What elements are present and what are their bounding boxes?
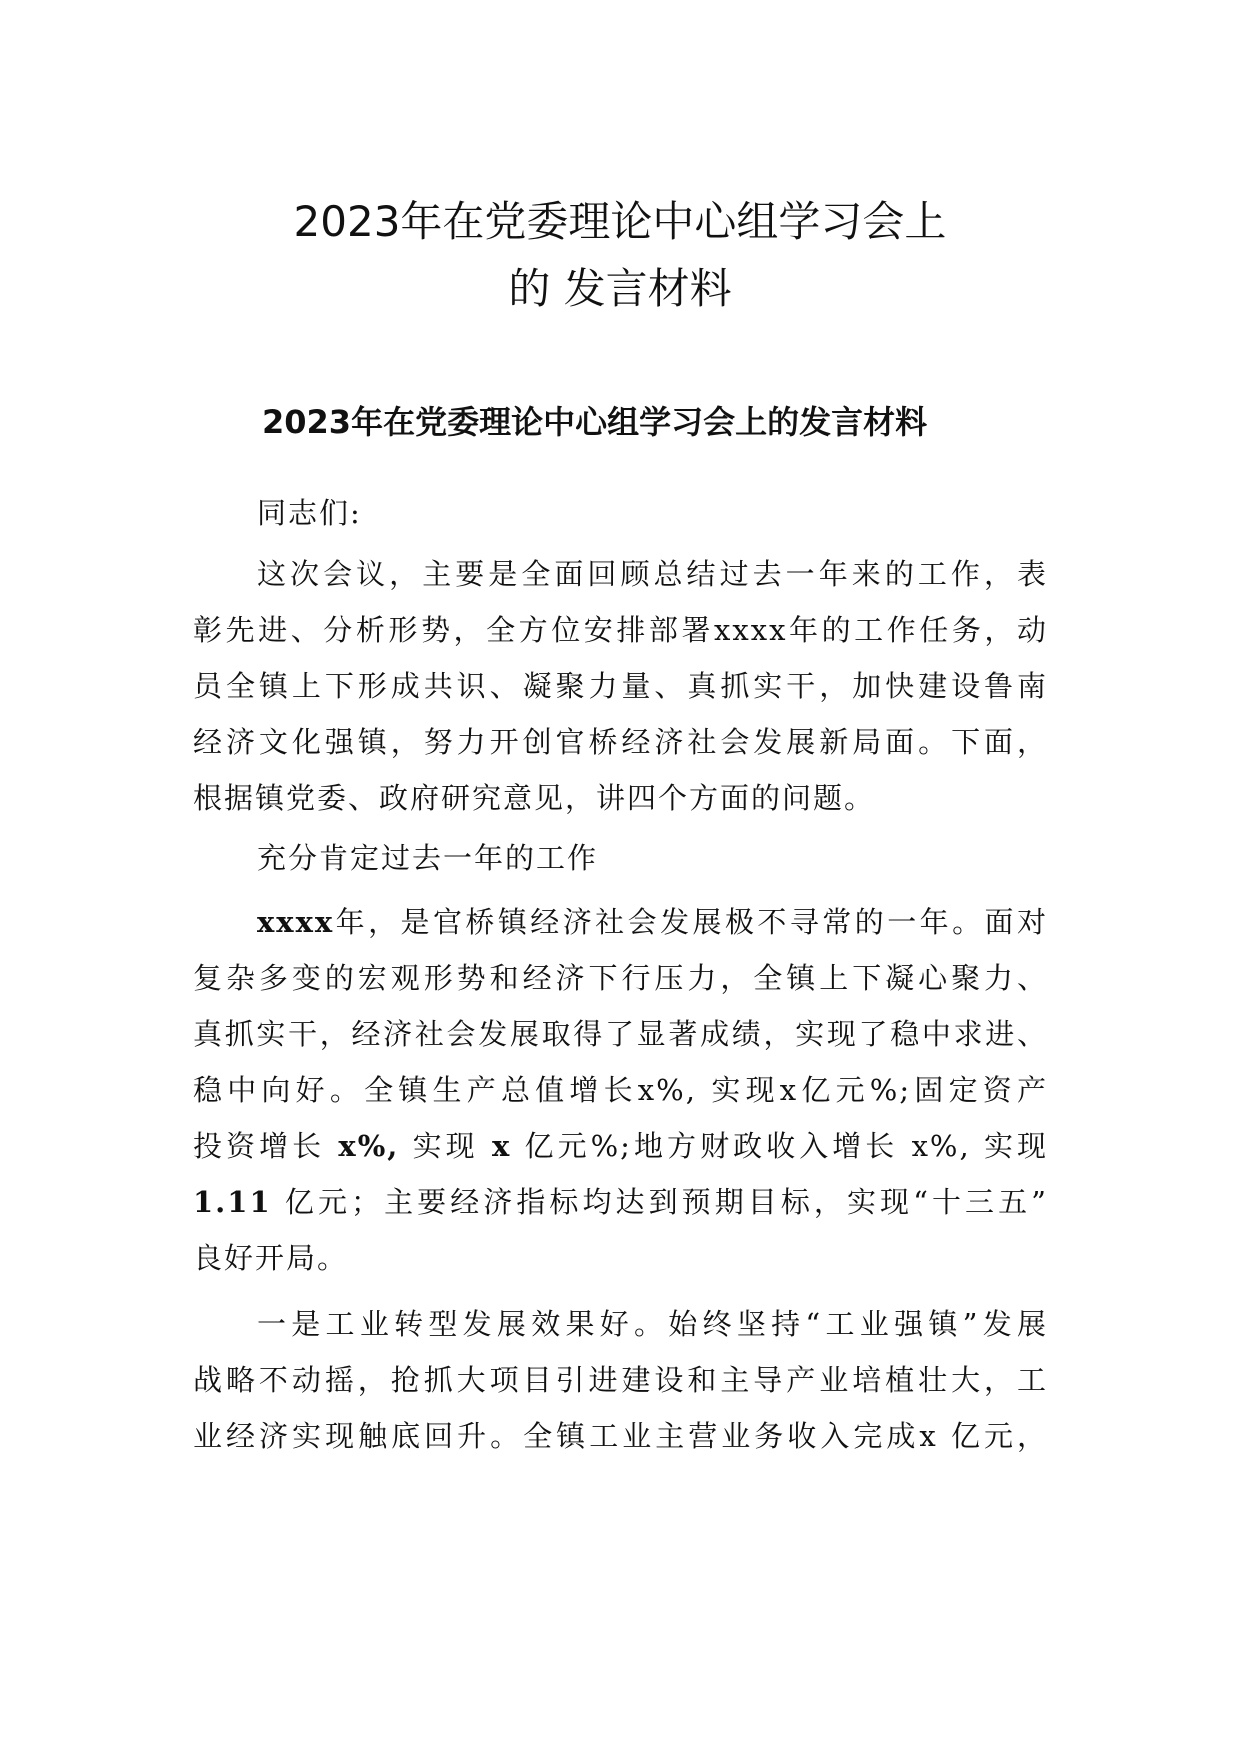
paragraph-2-line: 稳中向好。全镇生产总值增长x%, 实现x亿元%;固定资产 (193, 1073, 1048, 1107)
paragraph-1-line: 员全镇上下形成共识、凝聚力量、真抓实干，加快建设鲁南 (193, 669, 1048, 703)
document-subtitle: 2023年在党委理论中心组学习会上的发言材料 (262, 403, 928, 441)
paragraph-3-line: 一是工业转型发展效果好。始终坚持“工业强镇”发展 (257, 1307, 1048, 1341)
year-placeholder: xxxx (257, 905, 335, 939)
paragraph-2-line: 1.11 亿元；主要经济指标均达到预期目标，实现“十三五” (193, 1185, 1048, 1219)
document-title (0, 188, 1240, 322)
paragraph-2-line: 真抓实干，经济社会发展取得了显著成绩，实现了稳中求进、 (193, 1017, 1048, 1051)
greeting: 同志们: (257, 496, 362, 530)
paragraph-2-line: xxxx年，是官桥镇经济社会发展极不寻常的一年。面对 (257, 905, 1048, 939)
paragraph-1-line: 彰先进、分析形势，全方位安排部署xxxx年的工作任务，动 (193, 613, 1048, 647)
paragraph-3 (193, 1296, 1048, 1464)
paragraph-2-line: 良好开局。 (193, 1241, 349, 1275)
paragraph-1-line: 经济文化强镇，努力开创官桥经济社会发展新局面。下面， (193, 725, 1048, 759)
paragraph-2 (193, 894, 1048, 1286)
title-line-2: 的 发言材料 (508, 264, 732, 313)
title-line-1: 2023年在党委理论中心组学习会上 (293, 197, 947, 246)
paragraph-2-line: 投资增长 x%, 实现 x 亿元%;地方财政收入增长 x%, 实现 (193, 1129, 1048, 1163)
paragraph-1-line: 这次会议，主要是全面回顾总结过去一年来的工作，表 (257, 557, 1048, 591)
paragraph-1 (193, 546, 1048, 826)
section-heading-1: 充分肯定过去一年的工作 (257, 841, 599, 875)
paragraph-1-line: 根据镇党委、政府研究意见，讲四个方面的问题。 (193, 781, 876, 815)
paragraph-3-line: 业经济实现触底回升。全镇工业主营业务收入完成x 亿元， (193, 1419, 1048, 1453)
paragraph-2-line: 复杂多变的宏观形势和经济下行压力，全镇上下凝心聚力、 (193, 961, 1048, 995)
paragraph-3-line: 战略不动摇，抢抓大项目引进建设和主导产业培植壮大，工 (193, 1363, 1048, 1397)
